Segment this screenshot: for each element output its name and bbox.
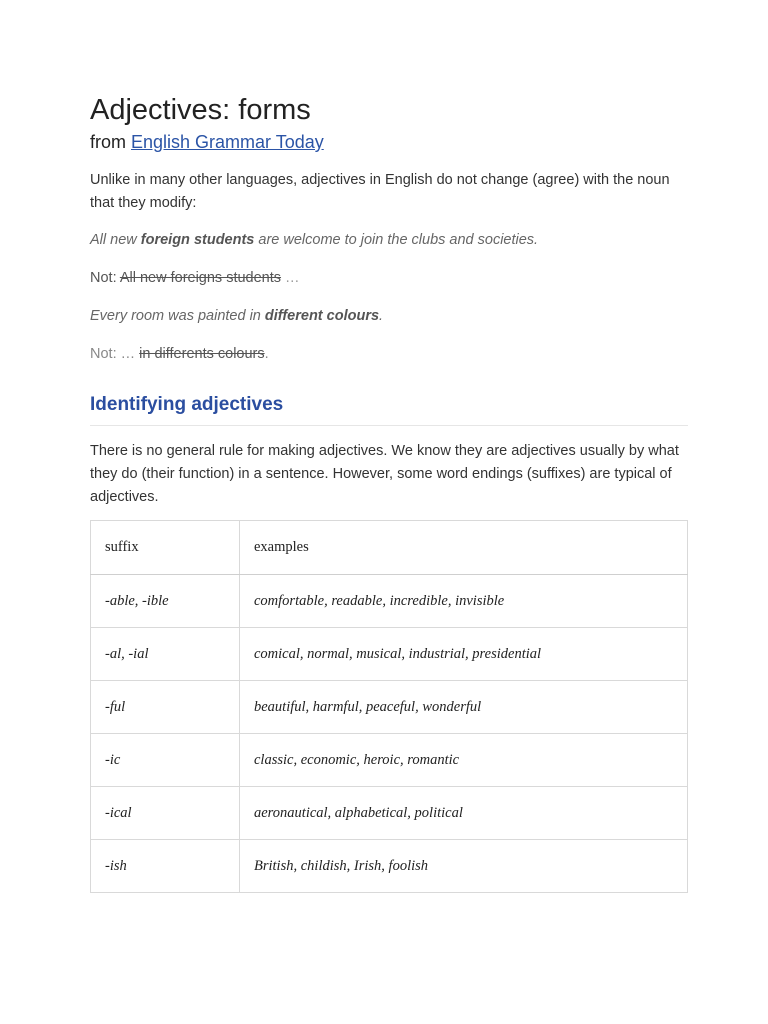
- table-row: [91, 628, 688, 681]
- example2-post: .: [379, 308, 384, 324]
- table-row: [91, 681, 688, 734]
- not2-post: .: [264, 346, 269, 362]
- table-row: [91, 787, 688, 840]
- example1-post: are welcome to join the clubs and societies.: [254, 232, 539, 248]
- article: [90, 92, 688, 893]
- suffix-cell: -ical: [91, 787, 240, 840]
- suffix-cell: -al, -ial: [91, 628, 240, 681]
- examples-cell: beautiful, harmful, peaceful, wonderful: [240, 681, 688, 734]
- not1-label: Not:: [90, 270, 120, 286]
- incorrect-example-2: [90, 343, 688, 366]
- examples-cell: aeronautical, alphabetical, political: [240, 787, 688, 840]
- example-sentence-1: [90, 229, 688, 252]
- incorrect-example-1: [90, 267, 688, 290]
- example1-bold: foreign students: [140, 232, 255, 248]
- not2-label: Not: …: [90, 346, 140, 362]
- section-heading: Identifying adjectives: [90, 392, 688, 426]
- section-paragraph: There is no general rule for making adjectives. We know they are adjectives usually by what they do (their function) in a sentence. However, some word endings (suffixes) are typical of adjectives.: [90, 443, 679, 505]
- examples-cell: classic, economic, heroic, romantic: [240, 734, 688, 787]
- intro-paragraph: Unlike in many other languages, adjectives in English do not change (agree) with the noun that they modify:: [90, 172, 670, 211]
- table-row: [91, 734, 688, 787]
- examples-cell: British, childish, Irish, foolish: [240, 840, 688, 893]
- table-row: [91, 840, 688, 893]
- suffix-cell: -able, -ible: [91, 575, 240, 628]
- table-header-examples: examples: [240, 521, 688, 575]
- examples-cell: comfortable, readable, incredible, invisible: [240, 575, 688, 628]
- source-link[interactable]: English Grammar Today: [131, 132, 324, 152]
- suffix-table: [90, 520, 688, 893]
- page-title: Adjectives: forms: [90, 94, 311, 126]
- not1-struck: All new foreigns students: [119, 270, 282, 286]
- not2-struck: in differents colours: [139, 346, 265, 362]
- source-line: [90, 130, 688, 154]
- table-header-suffix: suffix: [91, 521, 240, 575]
- example2-pre: Every room was painted in: [90, 308, 265, 324]
- suffix-cell: -ful: [91, 681, 240, 734]
- table-header-row: [91, 521, 688, 575]
- not1-ellipsis: …: [281, 270, 300, 286]
- examples-cell: comical, normal, musical, industrial, presidential: [240, 628, 688, 681]
- example2-bold: different colours: [264, 308, 380, 324]
- example1-pre: All new: [90, 232, 141, 248]
- source-prefix: from: [90, 132, 126, 152]
- suffix-cell: -ish: [91, 840, 240, 893]
- suffix-cell: -ic: [91, 734, 240, 787]
- table-row: [91, 575, 688, 628]
- example-sentence-2: [90, 305, 688, 328]
